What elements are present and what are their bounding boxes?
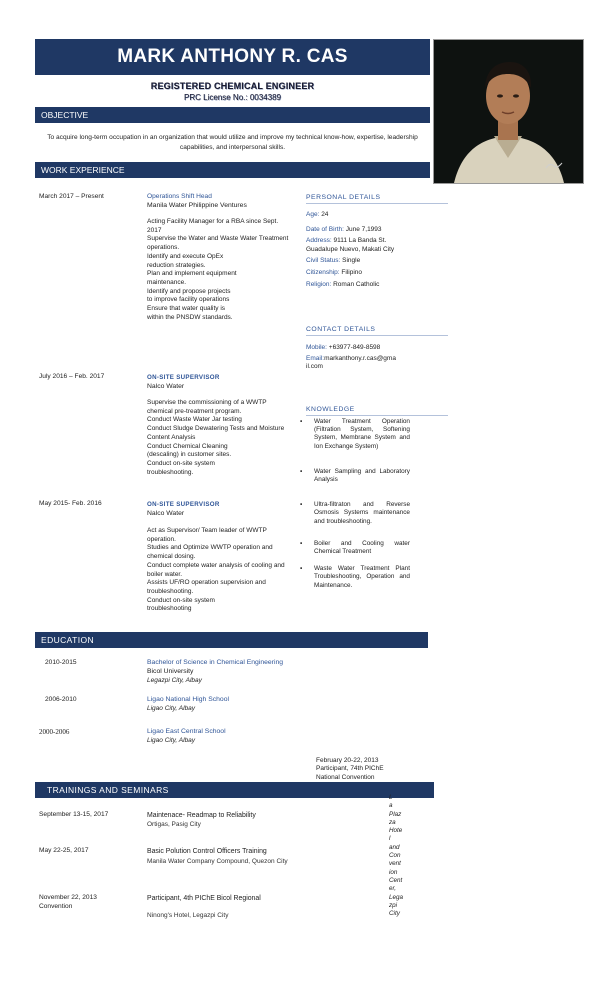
contact-details-heading: CONTACT DETAILS [306, 326, 448, 336]
list-item: ▪ Water Sampling and Laboratory Analysis [300, 467, 410, 484]
bullet-dot-icon: ▪ [300, 539, 303, 547]
job-1-company: Manila Water Philippine Ventures [147, 202, 247, 209]
job-1-duties [147, 218, 293, 322]
education-heading: EDUCATION [41, 635, 95, 645]
knowledge-heading: KNOWLEDGE [306, 406, 448, 416]
list-item: Conduct on-site system troubleshooting [147, 596, 215, 613]
work-heading: WORK EXPERIENCE [41, 165, 125, 175]
job-3-date: May 2015- Feb. 2016 [39, 500, 102, 507]
list-item: Conduct on-site system troubleshooting. [147, 459, 215, 476]
bullet-dot-icon: ▪ [300, 418, 303, 425]
training-1-name: Maintenace- Readmap to Reliability [147, 812, 256, 819]
education-1-degree: Bachelor of Science in Chemical Engineering [147, 659, 284, 666]
training-2-date: May 22-25, 2017 [39, 847, 89, 854]
personal-details-heading: PERSONAL DETAILS [306, 194, 448, 204]
training-3-place: Ninong's Hotel, Legazpi City [147, 912, 229, 919]
list-item: Plan and implement equipment maintenance. [147, 270, 237, 286]
list-item: Identify and propose projects to improve facility operations [147, 287, 231, 304]
name-banner [35, 39, 430, 75]
list-item: Act as Supervisor/ Team leader of WWTP operation. [147, 527, 267, 543]
list-item: Acting Facility Manager for a RBA since Sept. 2017 [147, 218, 279, 234]
list-item: Supervise the Water and Waste Water Treatment operations. [147, 235, 289, 252]
convention-venue-column: L a Plaz za Hote l and Con vent ion Cent er, Lega zpi City [389, 794, 404, 918]
job-1-title: Operations Shift Head [147, 193, 212, 200]
contact-details [306, 344, 396, 372]
mobile-row: Mobile: +63977-849-8598 [306, 344, 381, 351]
list-item: Studies and Optimize WWTP operation and chemical dosing. [147, 544, 273, 561]
address-row: Address: 9111 La Banda St. Guadalupe Nuevo, Makati City [306, 237, 395, 253]
education-heading-bar [35, 632, 428, 648]
age-row: Age: 24 [306, 211, 329, 218]
list-item: Conduct complete water analysis of cooling and boiler water. [147, 561, 285, 578]
work-heading-bar [35, 162, 430, 178]
education-2-school: Ligao National High School [147, 696, 229, 703]
training-2-place: Manila Water Company Compound, Quezon City [147, 858, 288, 865]
bullet-dot-icon: ▪ [300, 467, 303, 475]
religion-row: Religion: Roman Catholic [306, 280, 380, 288]
job-2-title: ON-SITE SUPERVISOR [147, 374, 220, 381]
training-3-name: Participant, 4th PIChE Bicol Regional [147, 895, 261, 902]
training-1-date: September 13-15, 2017 [39, 811, 109, 818]
list-item: Identify and execute OpEx reduction strategies. [147, 252, 224, 269]
knowledge-list [300, 418, 410, 590]
list-item: ▪ Waste Water Treatment Plant Troubleshooting, Operation and Maintenance. [300, 565, 410, 589]
full-name: MARK ANTHONY R. CAS [117, 46, 348, 67]
objective-heading: OBJECTIVE [41, 110, 89, 120]
list-item: Conduct Sludge Dewatering Tests and Moisture Content Analysis [147, 425, 285, 441]
job-3-duties [147, 527, 287, 614]
citizenship-row: Citizenship: Filipino [306, 268, 363, 276]
job-3-title: ON-SITE SUPERVISOR [147, 501, 220, 508]
education-2-years: 2006-2010 [45, 696, 77, 703]
education-1-years: 2010-2015 [45, 659, 77, 666]
trainings-heading-bar [35, 782, 434, 798]
training-1-place: Ortigas, Pasig City [147, 821, 201, 828]
list-item: ▪ Water Treatment Operation (Filtration System, Softening System, Membrane System and Ion Exchange System) [300, 418, 410, 450]
education-3-school: Ligao East Central School [147, 728, 226, 735]
training-3-date: November 22, 2013 Convention [39, 894, 97, 910]
education-1-place: Legazpi City, Albay [147, 677, 202, 684]
civil-status-row: Civil Status: Single [306, 257, 361, 265]
list-item: ▪ Boiler and Cooling water Chemical Treatment [300, 539, 410, 556]
portrait-image [434, 40, 583, 183]
personal-details [306, 211, 416, 289]
list-item: ▪ Ultra-filtraton and Reverse Osmosis Systems maintenance and troubleshooting. [300, 501, 410, 525]
trainings-heading: TRAININGS AND SEMINARS [47, 785, 169, 795]
objective-heading-bar [35, 107, 430, 123]
job-1-date: March 2017 – Present [39, 193, 104, 200]
job-2-date: July 2016 – Feb. 2017 [39, 373, 105, 380]
email-row: Email:markanthony.r.cas@gmail.com [306, 354, 396, 371]
list-item: Ensure that water quality is within the PNSDW standards. [147, 305, 233, 321]
education-3-place: Ligao City, Albay [147, 737, 196, 744]
profile-photo [433, 39, 584, 184]
objective-text: To acquire long-term occupation in an organization that would utilize and improve my technical know-how, expertise, leadership capabilities, and interpersonal skills. [47, 134, 418, 151]
education-3-years: 2000-2006 [39, 728, 70, 736]
list-item: Conduct Chemical Cleaning (descaling) in customer sites. [147, 442, 232, 459]
list-item: Conduct Waste Water Jar testing [147, 416, 242, 424]
license-number: PRC License No.: 0034389 [184, 93, 281, 102]
training-2-name: Basic Polution Control Officers Training [147, 848, 267, 855]
job-2-company: Nalco Water [147, 383, 185, 390]
bullet-dot-icon: ▪ [300, 565, 303, 573]
job-2-duties [147, 399, 293, 477]
education-2-place: Ligao City, Albay [147, 705, 196, 712]
job-designation: REGISTERED CHEMICAL ENGINEER [150, 81, 315, 91]
job-3-company: Nalco Water [147, 510, 185, 517]
bullet-dot-icon: ▪ [300, 501, 303, 509]
convention-note: February 20-22, 2013 Participant, 74th PIChE National Convention [316, 757, 384, 781]
list-item: Assists UF/RO operation supervision and troubleshooting. [147, 579, 266, 595]
list-item: Supervise the commissioning of a WWTP chemical pre-treatment program. [147, 399, 267, 415]
education-1-school: Bicol University [147, 668, 194, 675]
dob-row: Date of Birth: June 7,1993 [306, 225, 382, 233]
